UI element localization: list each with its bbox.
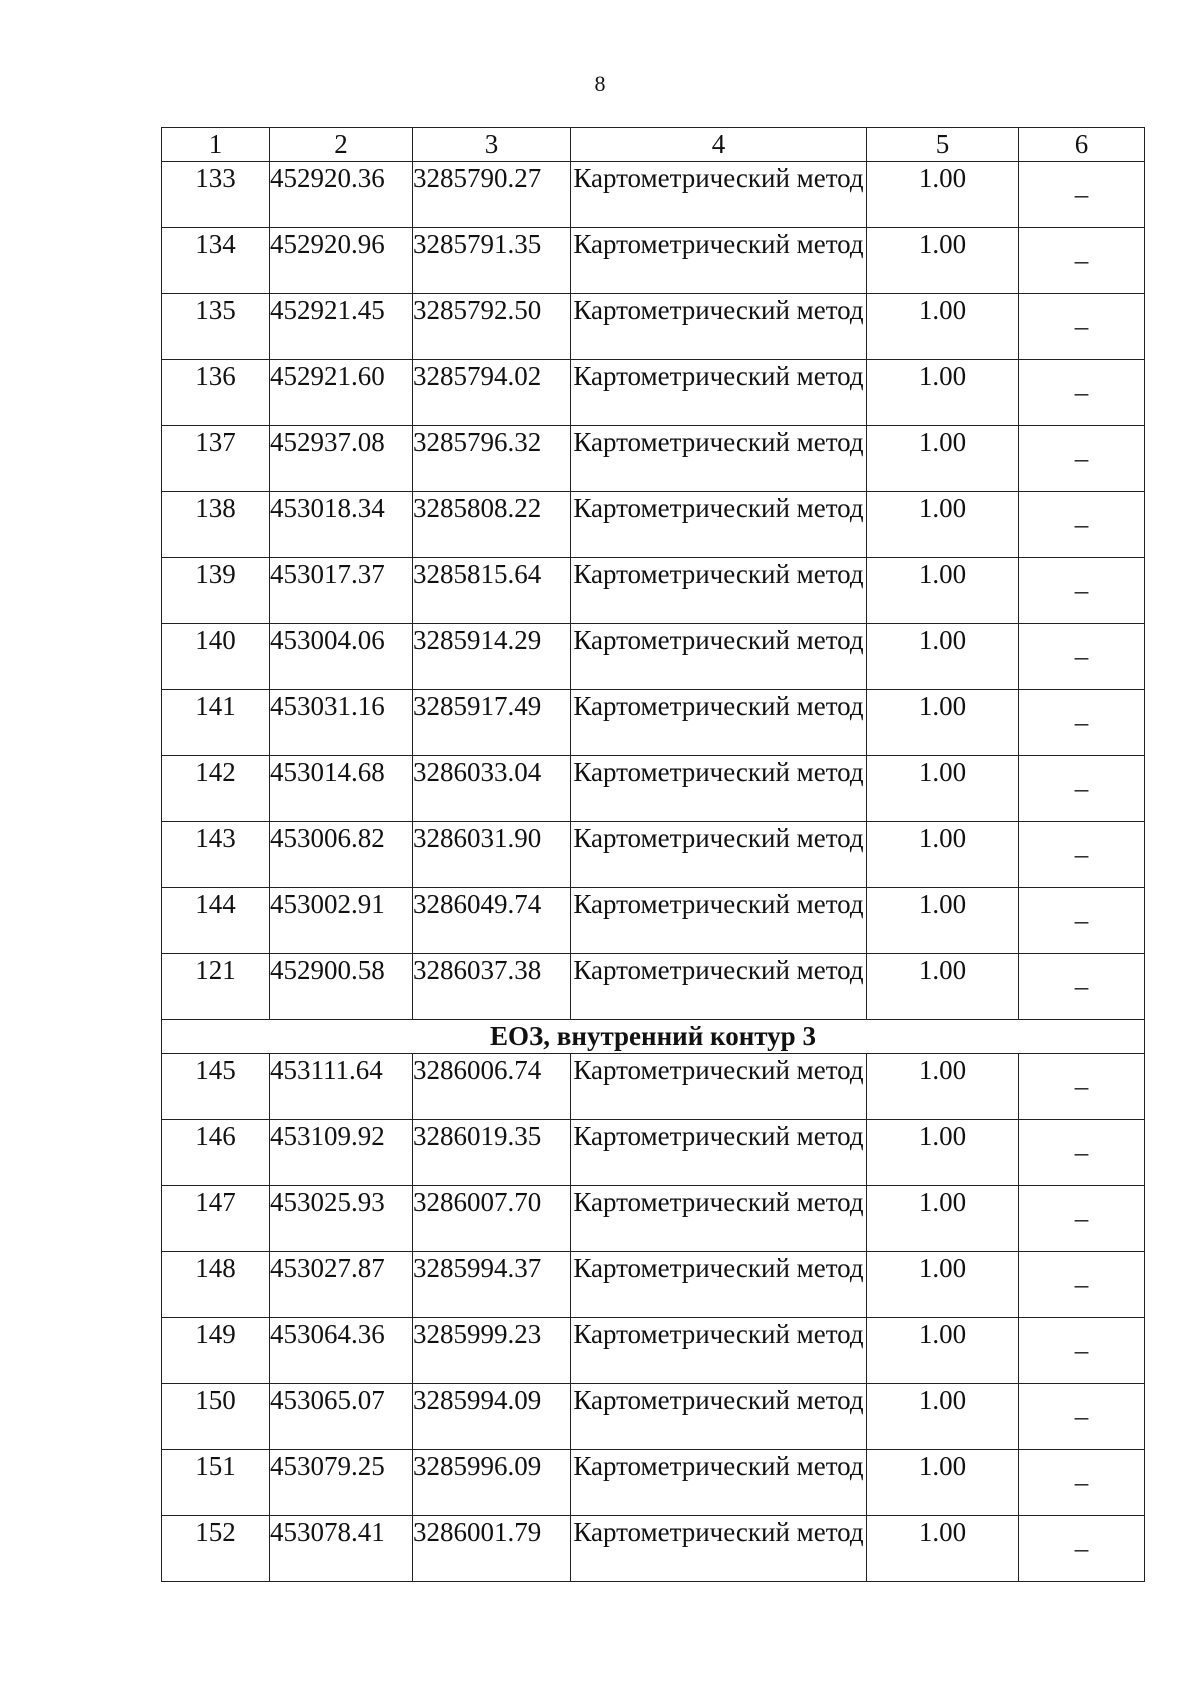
accuracy-cell: 1.00 <box>867 954 1019 1020</box>
point-number-cell: 141 <box>162 690 270 756</box>
method-cell: Картометрический метод <box>571 822 867 888</box>
accuracy-cell: 1.00 <box>867 1252 1019 1318</box>
method-cell: Картометрический метод <box>571 1450 867 1516</box>
table-row <box>162 756 1145 822</box>
point-number-cell: 144 <box>162 888 270 954</box>
x-coordinate-cell: 452921.60 <box>270 360 413 426</box>
x-coordinate-cell: 453006.82 <box>270 822 413 888</box>
accuracy-cell: 1.00 <box>867 1516 1019 1582</box>
method-cell: Картометрический метод <box>571 1120 867 1186</box>
section-title: ЕОЗ, внутренний контур 3 <box>162 1020 1145 1054</box>
x-coordinate-cell: 453109.92 <box>270 1120 413 1186</box>
table-row <box>162 162 1145 228</box>
point-number-cell: 140 <box>162 624 270 690</box>
accuracy-cell: 1.00 <box>867 294 1019 360</box>
y-coordinate-cell: 3285796.32 <box>413 426 571 492</box>
table-row <box>162 954 1145 1020</box>
section-row <box>162 1020 1145 1054</box>
accuracy-cell: 1.00 <box>867 360 1019 426</box>
x-coordinate-cell: 453004.06 <box>270 624 413 690</box>
note-cell: – <box>1019 822 1145 888</box>
method-cell: Картометрический метод <box>571 1054 867 1120</box>
point-number-cell: 147 <box>162 1186 270 1252</box>
note-cell: – <box>1019 162 1145 228</box>
method-cell: Картометрический метод <box>571 558 867 624</box>
x-coordinate-cell: 453017.37 <box>270 558 413 624</box>
x-coordinate-cell: 453064.36 <box>270 1318 413 1384</box>
y-coordinate-cell: 3286007.70 <box>413 1186 571 1252</box>
note-cell: – <box>1019 756 1145 822</box>
y-coordinate-cell: 3286019.35 <box>413 1120 571 1186</box>
column-header: 3 <box>413 128 571 162</box>
accuracy-cell: 1.00 <box>867 162 1019 228</box>
x-coordinate-cell: 453079.25 <box>270 1450 413 1516</box>
table-row <box>162 1252 1145 1318</box>
note-cell: – <box>1019 1054 1145 1120</box>
y-coordinate-cell: 3285994.37 <box>413 1252 571 1318</box>
table-row <box>162 1318 1145 1384</box>
point-number-cell: 149 <box>162 1318 270 1384</box>
table-header-row <box>162 128 1145 162</box>
accuracy-cell: 1.00 <box>867 822 1019 888</box>
y-coordinate-cell: 3285790.27 <box>413 162 571 228</box>
x-coordinate-cell: 453002.91 <box>270 888 413 954</box>
x-coordinate-cell: 452900.58 <box>270 954 413 1020</box>
table-row <box>162 888 1145 954</box>
point-number-cell: 142 <box>162 756 270 822</box>
accuracy-cell: 1.00 <box>867 1318 1019 1384</box>
point-number-cell: 145 <box>162 1054 270 1120</box>
note-cell: – <box>1019 624 1145 690</box>
accuracy-cell: 1.00 <box>867 1054 1019 1120</box>
note-cell: – <box>1019 426 1145 492</box>
table-row <box>162 1186 1145 1252</box>
y-coordinate-cell: 3285792.50 <box>413 294 571 360</box>
y-coordinate-cell: 3285914.29 <box>413 624 571 690</box>
method-cell: Картометрический метод <box>571 492 867 558</box>
accuracy-cell: 1.00 <box>867 1120 1019 1186</box>
y-coordinate-cell: 3285917.49 <box>413 690 571 756</box>
table-row <box>162 822 1145 888</box>
table-row <box>162 690 1145 756</box>
column-header: 4 <box>571 128 867 162</box>
y-coordinate-cell: 3286031.90 <box>413 822 571 888</box>
note-cell: – <box>1019 360 1145 426</box>
point-number-cell: 139 <box>162 558 270 624</box>
table-row <box>162 360 1145 426</box>
accuracy-cell: 1.00 <box>867 756 1019 822</box>
x-coordinate-cell: 453111.64 <box>270 1054 413 1120</box>
table-row <box>162 294 1145 360</box>
column-header: 2 <box>270 128 413 162</box>
point-number-cell: 148 <box>162 1252 270 1318</box>
y-coordinate-cell: 3285994.09 <box>413 1384 571 1450</box>
accuracy-cell: 1.00 <box>867 690 1019 756</box>
y-coordinate-cell: 3286033.04 <box>413 756 571 822</box>
table-row <box>162 1384 1145 1450</box>
method-cell: Картометрический метод <box>571 954 867 1020</box>
y-coordinate-cell: 3286001.79 <box>413 1516 571 1582</box>
point-number-cell: 134 <box>162 228 270 294</box>
method-cell: Картометрический метод <box>571 1516 867 1582</box>
point-number-cell: 137 <box>162 426 270 492</box>
column-header: 5 <box>867 128 1019 162</box>
point-number-cell: 150 <box>162 1384 270 1450</box>
y-coordinate-cell: 3285815.64 <box>413 558 571 624</box>
note-cell: – <box>1019 558 1145 624</box>
note-cell: – <box>1019 1516 1145 1582</box>
coordinates-table <box>161 127 1145 1582</box>
x-coordinate-cell: 452937.08 <box>270 426 413 492</box>
table-row <box>162 1516 1145 1582</box>
accuracy-cell: 1.00 <box>867 558 1019 624</box>
table-row <box>162 492 1145 558</box>
method-cell: Картометрический метод <box>571 162 867 228</box>
method-cell: Картометрический метод <box>571 1384 867 1450</box>
point-number-cell: 152 <box>162 1516 270 1582</box>
x-coordinate-cell: 453018.34 <box>270 492 413 558</box>
table-row <box>162 624 1145 690</box>
method-cell: Картометрический метод <box>571 624 867 690</box>
column-header: 6 <box>1019 128 1145 162</box>
table-row <box>162 228 1145 294</box>
method-cell: Картометрический метод <box>571 228 867 294</box>
note-cell: – <box>1019 1252 1145 1318</box>
note-cell: – <box>1019 1186 1145 1252</box>
table-row <box>162 1120 1145 1186</box>
method-cell: Картометрический метод <box>571 690 867 756</box>
method-cell: Картометрический метод <box>571 360 867 426</box>
note-cell: – <box>1019 1384 1145 1450</box>
point-number-cell: 135 <box>162 294 270 360</box>
page-number: 8 <box>594 71 606 96</box>
point-number-cell: 151 <box>162 1450 270 1516</box>
x-coordinate-cell: 452920.96 <box>270 228 413 294</box>
point-number-cell: 133 <box>162 162 270 228</box>
y-coordinate-cell: 3285791.35 <box>413 228 571 294</box>
y-coordinate-cell: 3285808.22 <box>413 492 571 558</box>
method-cell: Картометрический метод <box>571 1318 867 1384</box>
x-coordinate-cell: 453025.93 <box>270 1186 413 1252</box>
point-number-cell: 138 <box>162 492 270 558</box>
point-number-cell: 146 <box>162 1120 270 1186</box>
x-coordinate-cell: 452921.45 <box>270 294 413 360</box>
method-cell: Картометрический метод <box>571 426 867 492</box>
accuracy-cell: 1.00 <box>867 1186 1019 1252</box>
note-cell: – <box>1019 1120 1145 1186</box>
table-row <box>162 1450 1145 1516</box>
x-coordinate-cell: 452920.36 <box>270 162 413 228</box>
accuracy-cell: 1.00 <box>867 492 1019 558</box>
method-cell: Картометрический метод <box>571 294 867 360</box>
column-header: 1 <box>162 128 270 162</box>
note-cell: – <box>1019 1450 1145 1516</box>
table-body <box>162 128 1145 1582</box>
x-coordinate-cell: 453014.68 <box>270 756 413 822</box>
y-coordinate-cell: 3285794.02 <box>413 360 571 426</box>
point-number-cell: 121 <box>162 954 270 1020</box>
note-cell: – <box>1019 492 1145 558</box>
accuracy-cell: 1.00 <box>867 426 1019 492</box>
point-number-cell: 136 <box>162 360 270 426</box>
note-cell: – <box>1019 690 1145 756</box>
table-row <box>162 426 1145 492</box>
y-coordinate-cell: 3286037.38 <box>413 954 571 1020</box>
accuracy-cell: 1.00 <box>867 228 1019 294</box>
y-coordinate-cell: 3285999.23 <box>413 1318 571 1384</box>
x-coordinate-cell: 453027.87 <box>270 1252 413 1318</box>
x-coordinate-cell: 453078.41 <box>270 1516 413 1582</box>
y-coordinate-cell: 3286049.74 <box>413 888 571 954</box>
method-cell: Картометрический метод <box>571 756 867 822</box>
accuracy-cell: 1.00 <box>867 1384 1019 1450</box>
note-cell: – <box>1019 1318 1145 1384</box>
accuracy-cell: 1.00 <box>867 1450 1019 1516</box>
x-coordinate-cell: 453031.16 <box>270 690 413 756</box>
y-coordinate-cell: 3286006.74 <box>413 1054 571 1120</box>
x-coordinate-cell: 453065.07 <box>270 1384 413 1450</box>
note-cell: – <box>1019 954 1145 1020</box>
method-cell: Картометрический метод <box>571 888 867 954</box>
note-cell: – <box>1019 888 1145 954</box>
note-cell: – <box>1019 294 1145 360</box>
accuracy-cell: 1.00 <box>867 624 1019 690</box>
y-coordinate-cell: 3285996.09 <box>413 1450 571 1516</box>
method-cell: Картометрический метод <box>571 1252 867 1318</box>
method-cell: Картометрический метод <box>571 1186 867 1252</box>
note-cell: – <box>1019 228 1145 294</box>
table-row <box>162 1054 1145 1120</box>
table-row <box>162 558 1145 624</box>
point-number-cell: 143 <box>162 822 270 888</box>
accuracy-cell: 1.00 <box>867 888 1019 954</box>
